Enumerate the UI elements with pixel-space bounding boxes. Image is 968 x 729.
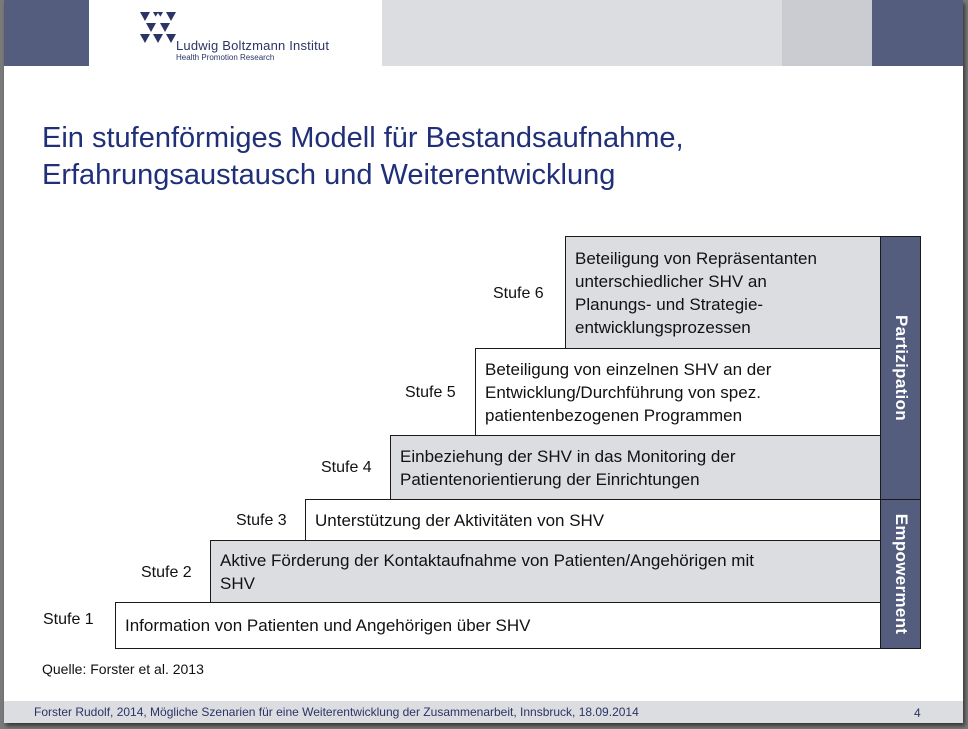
stufe-6-line-3: Planungs- und Strategie- bbox=[575, 294, 764, 314]
stufe-5-line-2: Entwicklung/Durchführung von spez. bbox=[485, 382, 761, 402]
stufe-3-line-1: Unterstützung der Aktivitäten von SHV bbox=[315, 510, 605, 530]
stufe-1-label: Stufe 1 bbox=[43, 611, 94, 628]
institute-subtitle: Health Promotion Research bbox=[176, 53, 275, 62]
header-band-mid bbox=[782, 0, 872, 66]
stufe-3-box bbox=[305, 499, 882, 541]
stufe-6-line-1: Beteiligung von Repräsentanten bbox=[575, 248, 817, 268]
institute-name: Ludwig Boltzmann Institut bbox=[176, 38, 330, 53]
title-line-2: Erfahrungsaustausch und Weiterentwicklung bbox=[42, 159, 616, 191]
empowerment-bar bbox=[880, 499, 921, 649]
lbi-logo-icon bbox=[136, 11, 180, 49]
partizipation-label: Partizipation bbox=[891, 315, 911, 421]
institute-logo bbox=[136, 11, 346, 63]
stufe-5-box bbox=[475, 348, 882, 436]
page-number: 4 bbox=[914, 706, 921, 720]
stufe-4-line-1: Einbeziehung der SHV in das Monitoring der bbox=[400, 446, 736, 466]
stufe-5-line-1: Beteiligung von einzelnen SHV an der bbox=[485, 359, 772, 379]
source-citation: Quelle: Forster et al. 2013 bbox=[42, 661, 204, 677]
header-band-dark-right bbox=[872, 0, 963, 66]
stufe-6-line-2: unterschiedlicher SHV an bbox=[575, 271, 767, 291]
stufe-2-line-1: Aktive Förderung der Kontaktaufnahme von Patienten/Angehörigen mit bbox=[220, 550, 754, 570]
header-band-light bbox=[382, 0, 782, 66]
stufe-2-label: Stufe 2 bbox=[141, 564, 192, 581]
stufe-6-box bbox=[565, 236, 882, 349]
stufe-5-line-3: patientenbezogenen Programmen bbox=[485, 405, 743, 425]
stufe-4-box bbox=[390, 435, 882, 500]
slide bbox=[4, 0, 963, 723]
header-band-dark-left bbox=[4, 0, 89, 66]
stufe-2-box bbox=[210, 540, 882, 603]
stufe-5-label: Stufe 5 bbox=[405, 384, 456, 401]
stufe-2-line-2: SHV bbox=[220, 573, 255, 593]
stufe-3-label: Stufe 3 bbox=[236, 512, 287, 529]
partizipation-bar bbox=[880, 236, 921, 500]
footer-bar bbox=[4, 701, 963, 723]
stufe-6-line-4: entwicklungsprozessen bbox=[575, 317, 751, 337]
footer-text: Forster Rudolf, 2014, Mögliche Szenarien für eine Weiterentwicklung der Zusammenarbeit, Innsbruck, 18.09.2014 bbox=[34, 705, 639, 719]
stufe-4-label: Stufe 4 bbox=[321, 459, 372, 476]
slide-title bbox=[42, 120, 922, 194]
empowerment-label: Empowerment bbox=[891, 513, 911, 635]
stufe-1-box bbox=[115, 602, 882, 649]
title-line-1: Ein stufenförmiges Modell für Bestandsaufnahme, bbox=[42, 122, 684, 154]
stufe-4-line-2: Patientenorientierung der Einrichtungen bbox=[400, 469, 700, 489]
stufe-1-line-1: Information von Patienten und Angehörigen über SHV bbox=[125, 616, 531, 635]
stufe-6-label: Stufe 6 bbox=[493, 285, 544, 302]
